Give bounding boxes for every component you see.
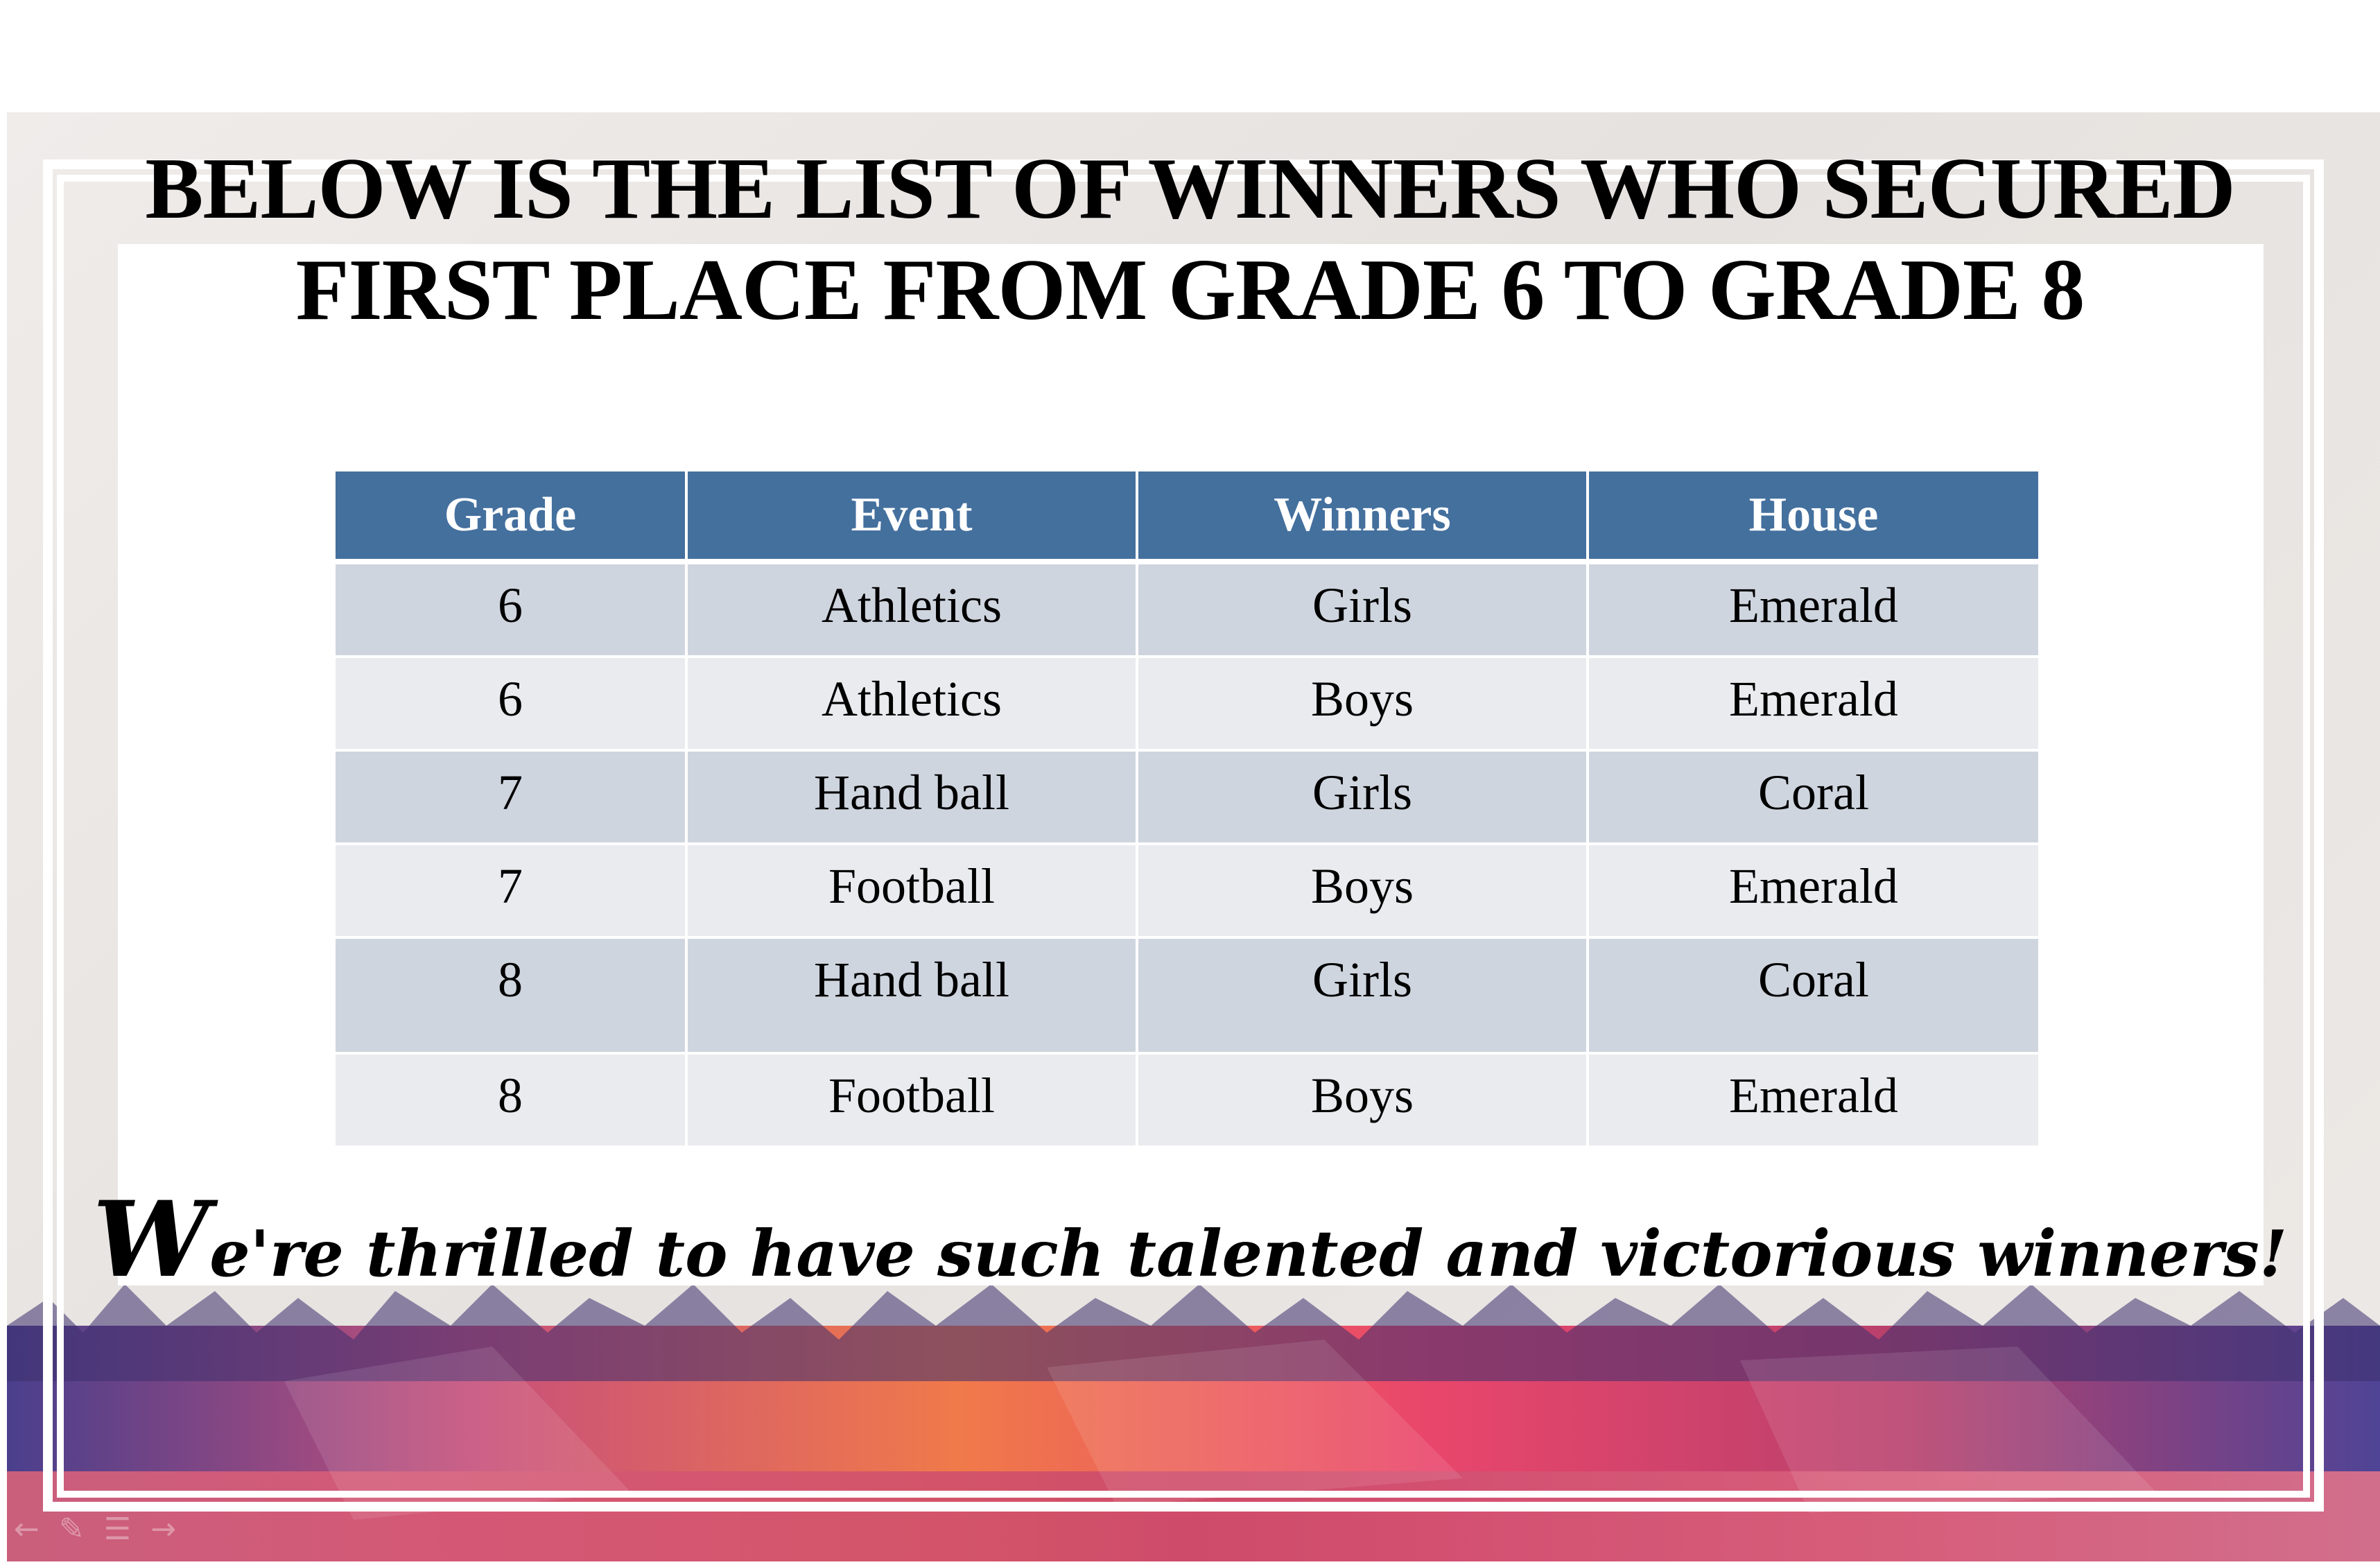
cell-event: Football xyxy=(686,1053,1137,1147)
closing-message xyxy=(0,1179,2380,1301)
table-row xyxy=(336,562,2038,657)
table-header-row xyxy=(336,471,2038,562)
pen-icon[interactable]: ✎ xyxy=(58,1512,85,1547)
cell-grade: 6 xyxy=(336,657,686,750)
cell-event: Athletics xyxy=(686,657,1137,750)
table-row xyxy=(336,937,2038,1053)
slide-title xyxy=(0,139,2380,341)
menu-icon[interactable]: ☰ xyxy=(103,1512,132,1547)
cell-event: Hand ball xyxy=(686,937,1137,1053)
cell-winners: Girls xyxy=(1137,937,1588,1053)
header-winners: Winners xyxy=(1137,471,1588,562)
closing-message-initial: W xyxy=(92,1179,210,1301)
cell-event: Football xyxy=(686,844,1137,937)
winners-table xyxy=(336,471,2038,1148)
cell-winners: Boys xyxy=(1137,657,1588,750)
table-row xyxy=(336,750,2038,844)
header-grade: Grade xyxy=(336,471,686,562)
table-row xyxy=(336,1053,2038,1147)
slideshow-nav xyxy=(14,1512,176,1547)
cell-winners: Girls xyxy=(1137,562,1588,657)
cell-grade: 8 xyxy=(336,937,686,1053)
title-line-1: BELOW IS THE LIST OF WINNERS WHO SECURED xyxy=(145,141,2235,237)
cell-grade: 7 xyxy=(336,844,686,937)
arrow-right-icon[interactable]: → xyxy=(150,1512,177,1547)
cell-house: Coral xyxy=(1588,750,2038,844)
cell-grade: 7 xyxy=(336,750,686,844)
header-house: House xyxy=(1588,471,2038,562)
cell-winners: Girls xyxy=(1137,750,1588,844)
table-row xyxy=(336,844,2038,937)
cell-winners: Boys xyxy=(1137,844,1588,937)
cell-grade: 8 xyxy=(336,1053,686,1147)
cell-event: Athletics xyxy=(686,562,1137,657)
cell-event: Hand ball xyxy=(686,750,1137,844)
table-row xyxy=(336,657,2038,750)
cell-winners: Boys xyxy=(1137,1053,1588,1147)
title-line-2: FIRST PLACE FROM GRADE 6 TO GRADE 8 xyxy=(295,242,2085,338)
cell-house: Coral xyxy=(1588,937,2038,1053)
cell-house: Emerald xyxy=(1588,1053,2038,1147)
arrow-left-icon[interactable]: ← xyxy=(14,1512,40,1547)
header-event: Event xyxy=(686,471,1137,562)
cell-house: Emerald xyxy=(1588,844,2038,937)
cell-house: Emerald xyxy=(1588,657,2038,750)
cell-grade: 6 xyxy=(336,562,686,657)
closing-message-text: e're thrilled to have such talented and victorious winners! xyxy=(209,1216,2288,1291)
cell-house: Emerald xyxy=(1588,562,2038,657)
